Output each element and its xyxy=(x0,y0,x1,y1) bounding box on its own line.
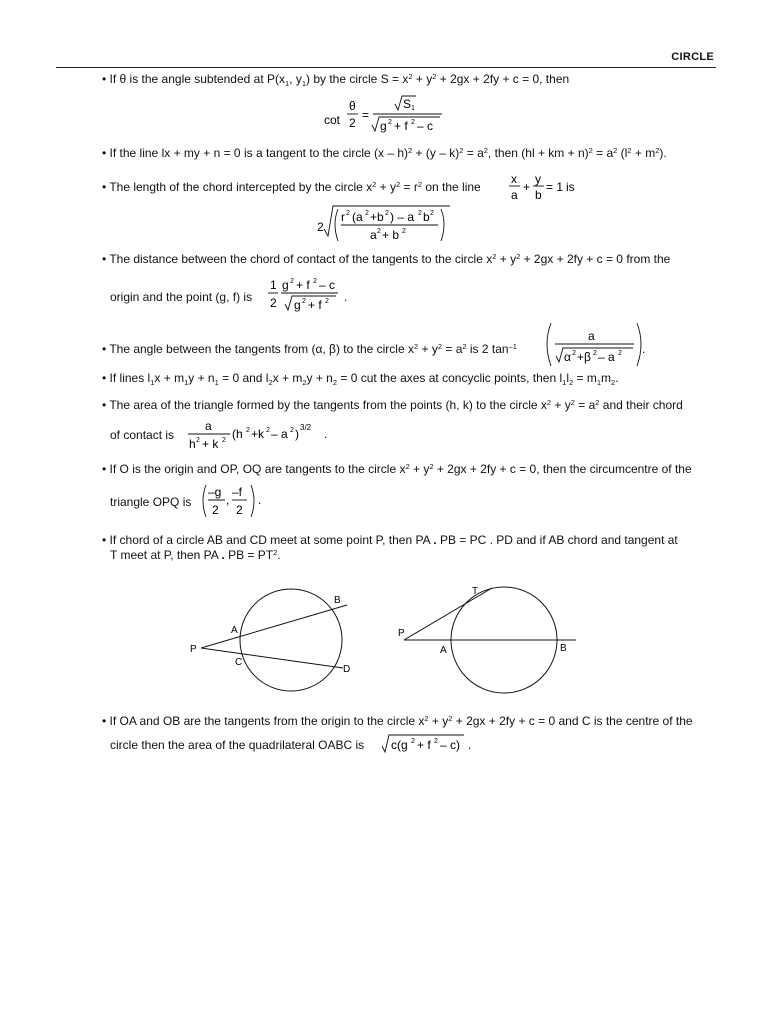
svg-text:– a: – a xyxy=(271,427,288,441)
svg-text:2: 2 xyxy=(270,296,277,310)
svg-text:g: g xyxy=(282,278,289,292)
svg-text:2: 2 xyxy=(246,427,250,434)
label-T: T xyxy=(472,586,479,597)
svg-text:–g: –g xyxy=(208,485,222,499)
svg-text:+β: +β xyxy=(577,350,591,364)
label-A: A xyxy=(440,645,447,656)
svg-text:= 1: = 1 xyxy=(546,180,564,194)
svg-text:+ k: + k xyxy=(202,437,219,451)
bullet-triangle-area: • The area of the triangle formed by the tangents from the points (h, k) to the circle $x^2 + y^2 = a^2$ and their chord xyxy=(102,398,683,412)
svg-text:1: 1 xyxy=(411,105,415,112)
svg-text:2: 2 xyxy=(411,119,415,126)
svg-text:2: 2 xyxy=(388,119,392,126)
bullet-chord-length: • The length of the chord intercepted by the circle $x^2 + y^2 = r^2$ on the line xyxy=(102,180,481,194)
svg-text:c(g: c(g xyxy=(391,738,408,752)
svg-text:2: 2 xyxy=(430,210,434,217)
bullet-angle-subtended: • If θ is the angle subtended at $P(x_1$, $y_1$) by the circle $S = x^2 + y^2 + 2gx + 2fy + c = 0$, then xyxy=(102,72,570,88)
svg-text:h: h xyxy=(189,437,196,451)
label-B: B xyxy=(560,643,567,654)
svg-text:2: 2 xyxy=(618,350,622,357)
svg-text:α: α xyxy=(564,350,571,364)
svg-text:2: 2 xyxy=(411,738,415,745)
svg-text:2: 2 xyxy=(196,437,200,444)
svg-text:2: 2 xyxy=(402,228,406,235)
formula-triangle-area xyxy=(184,416,344,454)
svg-text:+ f: + f xyxy=(308,298,322,312)
svg-text:a: a xyxy=(370,228,377,242)
svg-text:2: 2 xyxy=(290,427,294,434)
bullet-power-of-point-cont: T meet at P, then PA . PB = $PT^2$. xyxy=(110,548,281,562)
svg-text:– c: – c xyxy=(417,119,434,133)
svg-text:2: 2 xyxy=(290,278,294,285)
formula-cot-theta xyxy=(318,92,448,138)
formula-distance xyxy=(266,274,356,316)
svg-text:x: x xyxy=(511,172,517,186)
formula-tan-inverse xyxy=(542,320,652,370)
label-P: P xyxy=(398,628,405,639)
svg-text:2: 2 xyxy=(572,350,576,357)
svg-text:2: 2 xyxy=(266,427,270,434)
svg-text:+: + xyxy=(523,180,531,194)
header-rule xyxy=(56,67,716,68)
svg-text:,: , xyxy=(226,493,230,507)
svg-text:y: y xyxy=(535,172,541,186)
label-D: D xyxy=(343,664,351,675)
svg-text:.: . xyxy=(344,290,348,304)
svg-text:–f: –f xyxy=(232,485,243,499)
svg-text:+ f: + f xyxy=(296,278,310,292)
label-A: A xyxy=(231,625,238,636)
svg-text:– c): – c) xyxy=(440,738,461,752)
svg-text:+k: +k xyxy=(251,427,265,441)
svg-text:2: 2 xyxy=(325,298,329,305)
svg-text:– a: – a xyxy=(598,350,615,364)
svg-text:is: is xyxy=(566,180,575,194)
svg-text:.: . xyxy=(468,738,472,752)
svg-text:2: 2 xyxy=(349,116,356,130)
bullet-quadrilateral-area: • If OA and OB are the tangents from the origin to the circle $x^2 + y^2 + 2gx + 2fy + c = 0$ and C is the centre of the xyxy=(102,714,693,728)
svg-text:2: 2 xyxy=(365,210,369,217)
svg-text:2: 2 xyxy=(385,210,389,217)
svg-text:g: g xyxy=(380,119,387,133)
bullet-chord-of-contact-distance: • The distance between the chord of contact of the tangents to the circle $x^2 + y^2 + 2gx + 2fy + c = 0$ from the xyxy=(102,252,671,266)
svg-text:+ b: + b xyxy=(382,228,400,242)
svg-text:2: 2 xyxy=(313,278,317,285)
bullet-tangent-condition: • If the line lx + my + n = 0 is a tangent to the circle $(x - h)^2 + (y - k)^2 = a^2$, then (hl + km + $n)^2 = a^2$ $(l^2 + m^2)$. xyxy=(102,146,667,160)
bullet-concyclic-points: • If lines $l_1x + m_1y + n_1 = 0$ and $l_2x + m_2y + n_2 = 0$ cut the axes at concyclic points, then $l_1l_2 = m_1m_2$. xyxy=(102,371,619,387)
svg-text:a: a xyxy=(511,188,518,202)
svg-text:– c: – c xyxy=(319,278,336,292)
bullet-quadrilateral-area-cont: circle then the area of the quadrilateral OABC is xyxy=(110,738,365,752)
svg-text:a: a xyxy=(588,329,595,343)
svg-text:2: 2 xyxy=(346,210,350,217)
svg-text:(a: (a xyxy=(352,210,363,224)
svg-text:b: b xyxy=(423,210,430,224)
svg-text:a: a xyxy=(205,419,212,433)
svg-text:3/2: 3/2 xyxy=(300,423,312,432)
bullet-circumcentre: • If O is the origin and OP, OQ are tangents to the circle $x^2 + y^2 + 2gx + 2fy + c = 0$, then the circumcentre of the xyxy=(102,462,692,476)
bullet-chord-of-contact-distance-cont: origin and the point (g, f) is xyxy=(110,290,253,304)
formula-line-intercept xyxy=(508,170,578,204)
svg-text:b: b xyxy=(535,188,542,202)
svg-text:(h: (h xyxy=(232,427,243,441)
bullet-circumcentre-cont: triangle OPQ is xyxy=(110,495,192,509)
svg-text:+b: +b xyxy=(370,210,384,224)
section-header: CIRCLE xyxy=(671,51,714,63)
svg-text:2: 2 xyxy=(222,437,226,444)
svg-text:.: . xyxy=(324,427,328,441)
label-C: C xyxy=(235,657,243,668)
svg-text:r: r xyxy=(341,210,345,224)
svg-text:g: g xyxy=(294,298,301,312)
bullet-angle-between-tangents: • The angle between the tangents from (α, β) to the circle $x^2 + y^2 = a^2$ is 2 $\tan^{-1}$ xyxy=(102,342,517,356)
svg-text:+ f: + f xyxy=(394,119,408,133)
svg-text:2: 2 xyxy=(302,298,306,305)
svg-text:θ: θ xyxy=(349,99,356,113)
svg-text:2: 2 xyxy=(317,220,324,234)
svg-text:S: S xyxy=(403,97,412,111)
svg-text:2: 2 xyxy=(377,228,381,235)
figure-tangent-secant xyxy=(394,582,584,694)
formula-circumcentre xyxy=(198,482,273,520)
svg-text:): ) xyxy=(295,427,299,441)
svg-text:1: 1 xyxy=(270,278,277,292)
label-P: P xyxy=(190,644,197,655)
svg-text:2: 2 xyxy=(434,738,438,745)
figure-secants xyxy=(180,585,370,695)
svg-text:.: . xyxy=(642,342,646,356)
svg-text:cot: cot xyxy=(324,113,341,127)
formula-quadrilateral-area xyxy=(380,731,480,759)
svg-text:.: . xyxy=(258,493,262,507)
bullet-triangle-area-cont: of contact is xyxy=(110,428,175,442)
bullet-power-of-point: • If chord of a circle AB and CD meet at some point P, then PA . PB = PC . PD and if AB chord and tangent at xyxy=(102,533,678,547)
formula-chord-length xyxy=(312,203,457,247)
svg-text:2: 2 xyxy=(212,503,219,517)
svg-text:=: = xyxy=(362,108,370,122)
svg-text:+ f: + f xyxy=(417,738,431,752)
svg-text:2: 2 xyxy=(593,350,597,357)
svg-text:2: 2 xyxy=(418,210,422,217)
svg-text:2: 2 xyxy=(236,503,243,517)
label-B: B xyxy=(334,595,341,606)
svg-text:) – a: ) – a xyxy=(390,210,415,224)
